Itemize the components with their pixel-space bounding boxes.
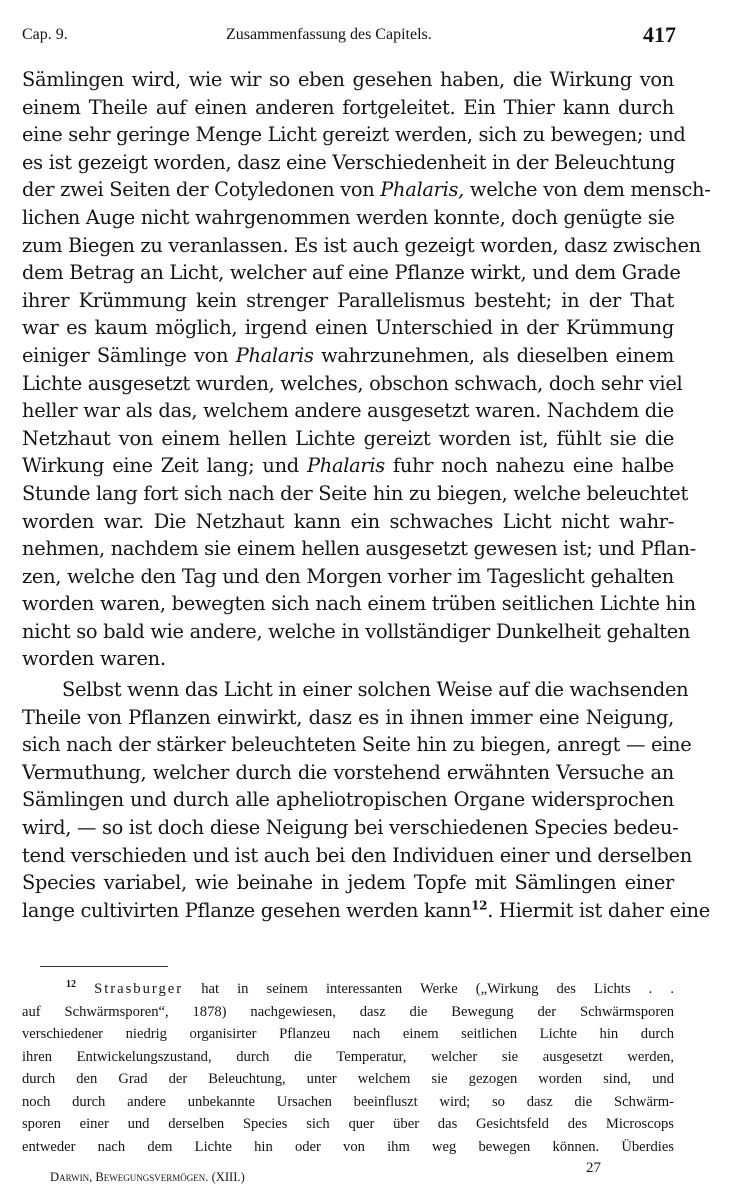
footnote-body — [22, 1001, 674, 1159]
printer-signature: Darwin, Bewegungsvermögen. (XIII.) — [50, 1170, 245, 1184]
text-line: wird, — so ist doch diese Neigung bei verschiedenen Species bedeu- — [22, 816, 679, 840]
footnote-line: auf Schwärmsporen“, 1878) nachgewiesen, dasz die Bewegung der Schwärmsporen — [22, 1003, 674, 1020]
text-line: Lichte ausgesetzt wurden, welches, obschon schwach, doch sehr viel — [22, 371, 683, 395]
text-line: Vermuthung, welcher durch die vorstehend erwähnten Versuche an — [22, 760, 674, 784]
running-title: Zusammenfassung des Capitels. — [226, 26, 432, 43]
text-line: es ist gezeigt worden, dasz eine Verschiedenheit in der Beleuchtung — [22, 150, 676, 174]
text-segment: fuhr noch nahezu eine halbe — [384, 454, 674, 478]
footnote-author: Strasburger — [94, 981, 184, 997]
text-line: lichen Auge nicht wahrgenommen werden konnte, doch genügte sie — [22, 205, 675, 229]
text-segment: einiger Sämlinge von — [22, 343, 236, 367]
text-line: Stunde lang fort sich nach der Seite hin zu biegen, welche beleuchtet — [22, 481, 688, 505]
text-line: Netzhaut von einem hellen Lichte gereizt worden ist, fühlt sie die — [22, 426, 674, 450]
text-line: dem Betrag an Licht, welcher auf eine Pflanze wirkt, und dem Grade — [22, 261, 681, 285]
footnote-line: durch den Grad der Beleuchtung, unter welchem sie gezogen worden sind, und — [22, 1071, 674, 1087]
footnote-reference: 12 — [471, 898, 488, 913]
footnote-line: ihren Entwickelungszustand, durch die Temperatur, welcher sie ausgesetzt werden, — [22, 1048, 674, 1065]
text-line: worden war. Die Netzhaut kann ein schwaches Licht nicht wahr- — [22, 509, 674, 533]
italic-term: Phalaris — [307, 454, 385, 478]
running-header — [22, 22, 676, 56]
text-segment: . Hiermit ist daher eine — [487, 898, 710, 922]
text-line: worden waren, bewegten sich nach einem trüben seitlichen Lichte hin — [22, 592, 696, 616]
text-line: nehmen, nachdem sie einem hellen ausgesetzt gewesen ist; und Pflan- — [22, 537, 696, 561]
page-number: 417 — [643, 22, 676, 47]
footnote-line: sporen einer und derselben Species sich quer über das Gesichtsfeld des Microscops — [22, 1116, 674, 1132]
text-line: Species variabel, wie beinahe in jedem Topfe mit Sämlingen einer — [22, 871, 674, 895]
text-line — [22, 452, 674, 480]
text-line: Theile von Pflanzen einwirkt, dasz es in ihnen immer eine Neigung, — [22, 705, 674, 729]
text-line: war es kaum möglich, irgend einen Unterschied in der Krümmung — [22, 316, 674, 340]
footnote-line: noch durch andere unbekannte Ursachen beeinfluszt wird; so dasz die Schwärm- — [22, 1093, 674, 1110]
text-line: Sämlingen und durch alle apheliotropischen Organe widersprochen — [22, 788, 674, 812]
italic-term: Phalaris — [235, 343, 314, 367]
text-line: worden waren. — [22, 647, 166, 671]
italic-term: Phalaris, — [380, 178, 465, 202]
text-line: Sämlingen wird, wie wir so eben gesehen haben, die Wirkung von — [22, 68, 674, 91]
text-line: sich nach der stärker beleuchteten Seite hin zu biegen, anregt — eine — [22, 733, 692, 757]
footnote-rule — [40, 966, 168, 967]
text-line — [22, 176, 711, 204]
footnote-line: verschiedener niedrig organisirter Pflanzeu nach einem seitlichen Lichte hin durch — [22, 1026, 674, 1042]
text-segment: wahrzunehmen, als dieselben einem — [313, 343, 674, 367]
page-footer — [22, 1160, 674, 1186]
footnote-first-line-rest: hat in seinem interessanten Werke („Wirkung des Lichts . . — [201, 981, 674, 997]
text-line: tend verschieden und ist auch bei den Individuen einer und derselben — [22, 843, 692, 867]
text-line: zen, welche den Tag und den Morgen vorher im Tageslicht gehalten — [22, 564, 674, 588]
footnote-12 — [22, 978, 674, 1158]
text-line: einem Theile auf einen anderen fortgeleitet. Ein Thier kann durch — [22, 95, 674, 119]
footnote-line: entweder nach dem Lichte hin oder von ihm weg bewegen können. Überdies — [22, 1138, 674, 1155]
text-line: ihrer Krümmung kein strenger Parallelismus besteht; in der That — [22, 288, 674, 312]
text-line: nicht so bald wie andere, welche in vollständiger Dunkelheit gehalten — [22, 619, 691, 643]
text-segment: der zwei Seiten der Cotyledonen von — [22, 178, 381, 202]
main-text — [22, 66, 711, 924]
sheet-number: 27 — [586, 1160, 601, 1176]
text-segment: Wirkung eine Zeit lang; und — [22, 454, 308, 478]
paragraph-2 — [22, 676, 710, 924]
text-line: heller war als das, welchem andere ausgesetzt waren. Nachdem die — [22, 399, 674, 423]
text-line: zum Biegen zu veranlassen. Es ist auch gezeigt worden, dasz zwischen — [22, 233, 701, 257]
text-line: Selbst wenn das Licht in einer solchen Weise auf die wachsenden — [62, 678, 689, 702]
text-segment: lange cultivirten Pflanze gesehen werden kann — [22, 898, 472, 922]
chapter-label: Cap. 9. — [22, 26, 68, 43]
text-line: eine sehr geringe Menge Licht gereizt werden, sich zu bewegen; und — [22, 123, 686, 147]
footnote-number: 12 — [66, 979, 76, 991]
text-line — [22, 897, 710, 925]
footnote-first-line — [22, 978, 674, 1001]
text-segment: welche von dem mensch- — [464, 178, 711, 202]
text-line — [22, 342, 674, 370]
paragraph-1 — [22, 66, 711, 673]
